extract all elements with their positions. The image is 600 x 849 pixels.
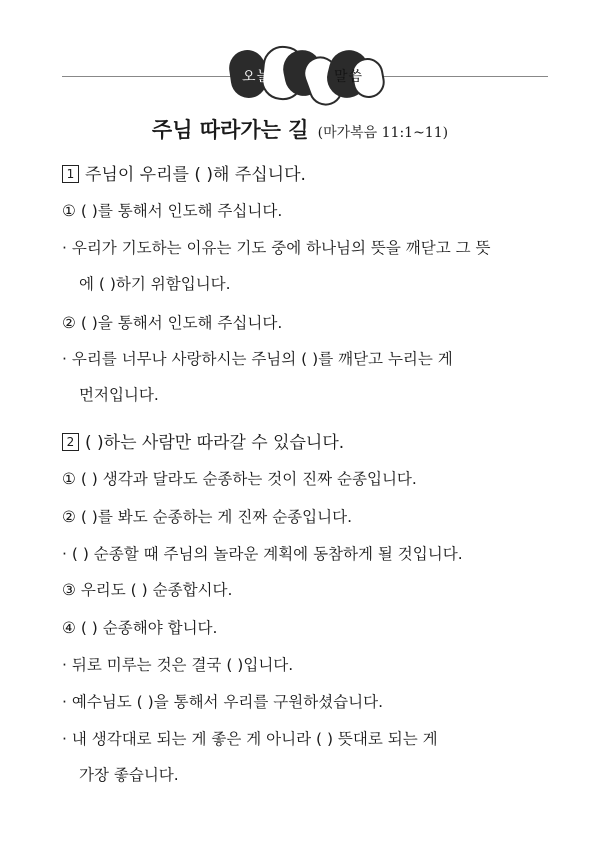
list-item: ① ( )를 통해서 인도해 주십니다. bbox=[62, 202, 283, 220]
list-item: · 뒤로 미루는 것은 결국 ( )입니다. bbox=[62, 656, 294, 674]
list-item: ② ( )을 통해서 인도해 주십니다. bbox=[62, 314, 283, 332]
list-item: ③ 우리도 ( ) 순종합시다. bbox=[62, 581, 233, 599]
list-item: · 예수님도 ( )을 통해서 우리를 구원하셨습니다. bbox=[62, 693, 384, 711]
list-item: ① ( ) 생각과 달라도 순종하는 것이 진짜 순종입니다. bbox=[62, 470, 417, 488]
section-heading-text: ( )하는 사람만 따라갈 수 있습니다. bbox=[85, 433, 345, 453]
section-2-heading bbox=[62, 428, 344, 453]
list-item-continued: 에 ( )하기 위함입니다. bbox=[79, 275, 231, 293]
header-rule-left bbox=[62, 76, 237, 77]
list-item: ④ ( ) 순종해야 합니다. bbox=[62, 619, 218, 637]
title-reference: (마가복음 11:1~11) bbox=[317, 125, 449, 141]
list-item: · ( ) 순종할 때 주님의 놀라운 계획에 동참하게 될 것입니다. bbox=[62, 545, 463, 563]
list-item-continued: 먼저입니다. bbox=[79, 386, 159, 404]
section-number-box: 1 bbox=[62, 165, 79, 183]
header-banner bbox=[0, 0, 600, 110]
list-item: · 우리가 기도하는 이유는 기도 중에 하나님의 뜻을 깨닫고 그 뜻 bbox=[62, 239, 491, 257]
section-number-box: 2 bbox=[62, 433, 79, 451]
section-1-heading bbox=[62, 160, 306, 185]
header-word-word: 말씀 bbox=[334, 69, 364, 85]
list-item: · 내 생각대로 되는 게 좋은 게 아니라 ( ) 뜻대로 되는 게 bbox=[62, 730, 438, 748]
page-title bbox=[0, 114, 600, 144]
section-heading-text: 주님이 우리를 ( )해 주십니다. bbox=[85, 165, 306, 185]
header-word-today: 오늘의 bbox=[242, 69, 286, 85]
list-item-continued: 가장 좋습니다. bbox=[79, 766, 179, 784]
header-rule-right bbox=[378, 76, 548, 77]
list-item: ② ( )를 봐도 순종하는 게 진짜 순종입니다. bbox=[62, 508, 353, 526]
title-main: 주님 따라가는 길 bbox=[151, 118, 309, 142]
list-item: · 우리를 너무나 사랑하시는 주님의 ( )를 깨닫고 누리는 게 bbox=[62, 350, 453, 368]
